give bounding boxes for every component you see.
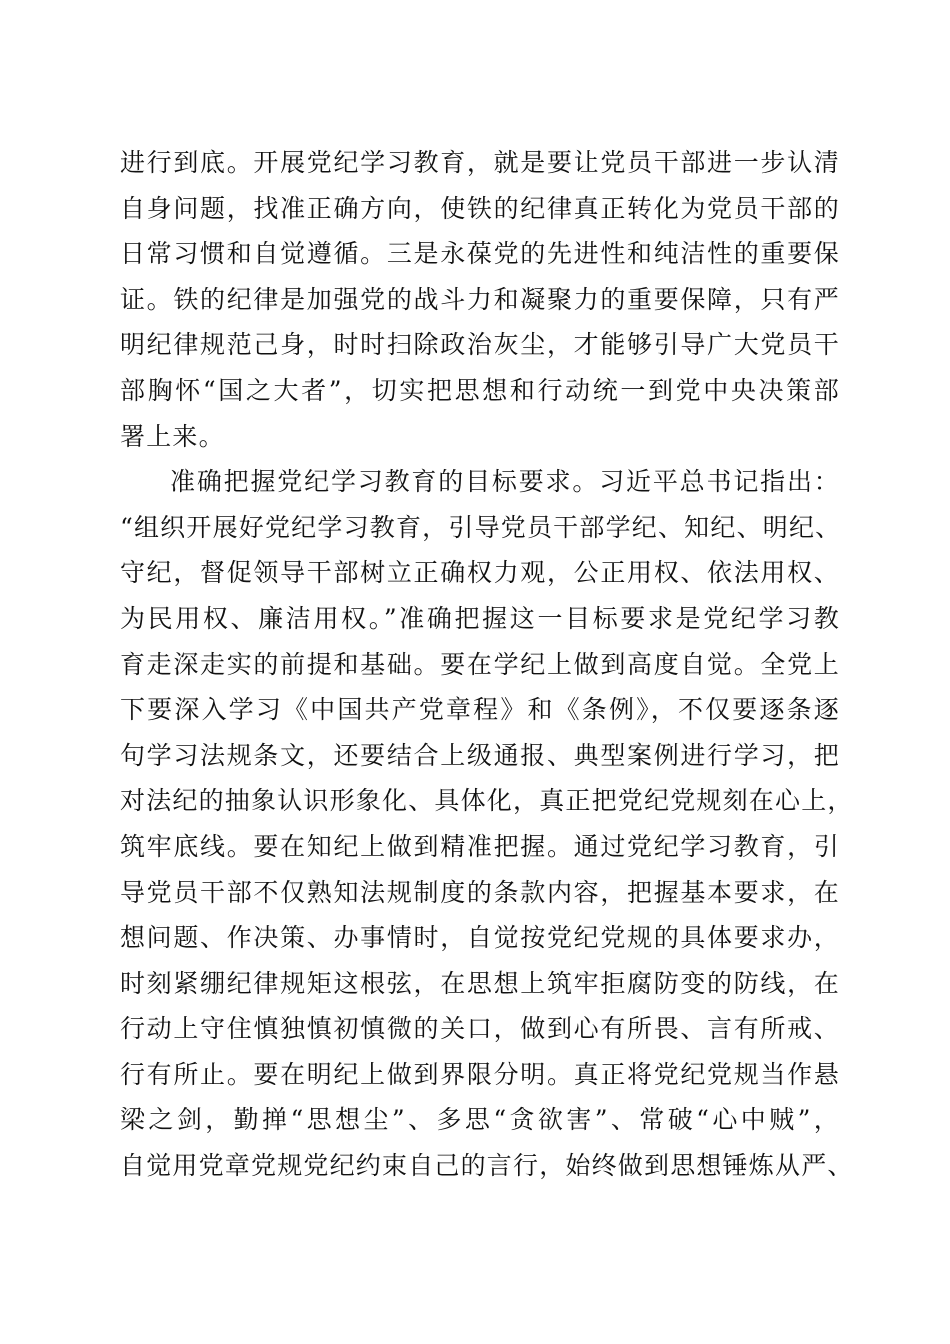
paragraph-line: 句学习法规条文，还要结合上级通报、典型案例进行学习，把 bbox=[120, 740, 840, 770]
paragraph-line-first: 准确把握党纪学习教育的目标要求。习近平总书记指出： bbox=[170, 467, 840, 497]
paragraph-1 bbox=[120, 140, 840, 459]
paragraph-line: 自觉用党章党规党纪约束自己的言行，始终做到思想锤炼从严、 bbox=[120, 1151, 854, 1181]
paragraph-line: 下要深入学习《中国共产党章程》和《条例》，不仅要逐条逐 bbox=[120, 695, 840, 725]
paragraph-line: 想问题、作决策、办事情时，自觉按党纪党规的具体要求办， bbox=[120, 923, 840, 953]
paragraph-line: 时刻紧绷纪律规矩这根弦，在思想上筑牢拒腐防变的防线，在 bbox=[120, 968, 840, 998]
paragraph-line: 日常习惯和自觉遵循。三是永葆党的先进性和纯洁性的重要保 bbox=[120, 239, 840, 269]
paragraph-line: 为民用权、廉洁用权。”准确把握这一目标要求是党纪学习教 bbox=[120, 603, 840, 633]
paragraph-line: 梁之剑，勤掸“思想尘”、多思“贪欲害”、常破“心中贼”， bbox=[120, 1105, 840, 1135]
paragraph-line: 育走深走实的前提和基础。要在学纪上做到高度自觉。全党上 bbox=[120, 649, 840, 679]
document-body bbox=[120, 140, 854, 1189]
paragraph-line: 筑牢底线。要在知纪上做到精准把握。通过党纪学习教育，引 bbox=[120, 831, 840, 861]
paragraph-line: 部胸怀“国之大者”，切实把思想和行动统一到党中央决策部 bbox=[120, 375, 840, 405]
paragraph-line: 行动上守住慎独慎初慎微的关口，做到心有所畏、言有所戒、 bbox=[120, 1014, 840, 1044]
paragraph-line: 明纪律规范己身，时时扫除政治灰尘，才能够引导广大党员干 bbox=[120, 330, 840, 360]
paragraph-2 bbox=[120, 459, 854, 1189]
paragraph-line: “组织开展好党纪学习教育，引导党员干部学纪、知纪、明纪、 bbox=[120, 512, 842, 542]
paragraph-line: 证。铁的纪律是加强党的战斗力和凝聚力的重要保障，只有严 bbox=[120, 284, 840, 314]
paragraph-line: 行有所止。要在明纪上做到界限分明。真正将党纪党规当作悬 bbox=[120, 1059, 840, 1089]
paragraph-line: 导党员干部不仅熟知法规制度的条款内容，把握基本要求，在 bbox=[120, 877, 840, 907]
paragraph-line: 守纪，督促领导干部树立正确权力观，公正用权、依法用权、 bbox=[120, 558, 840, 588]
paragraph-line: 进行到底。开展党纪学习教育，就是要让党员干部进一步认清 bbox=[120, 148, 840, 177]
paragraph-line: 对法纪的抽象认识形象化、具体化，真正把党纪党规刻在心上， bbox=[120, 786, 854, 816]
paragraph-line: 自身问题，找准正确方向，使铁的纪律真正转化为党员干部的 bbox=[120, 193, 840, 223]
paragraph-line: 署上来。 bbox=[120, 421, 225, 451]
